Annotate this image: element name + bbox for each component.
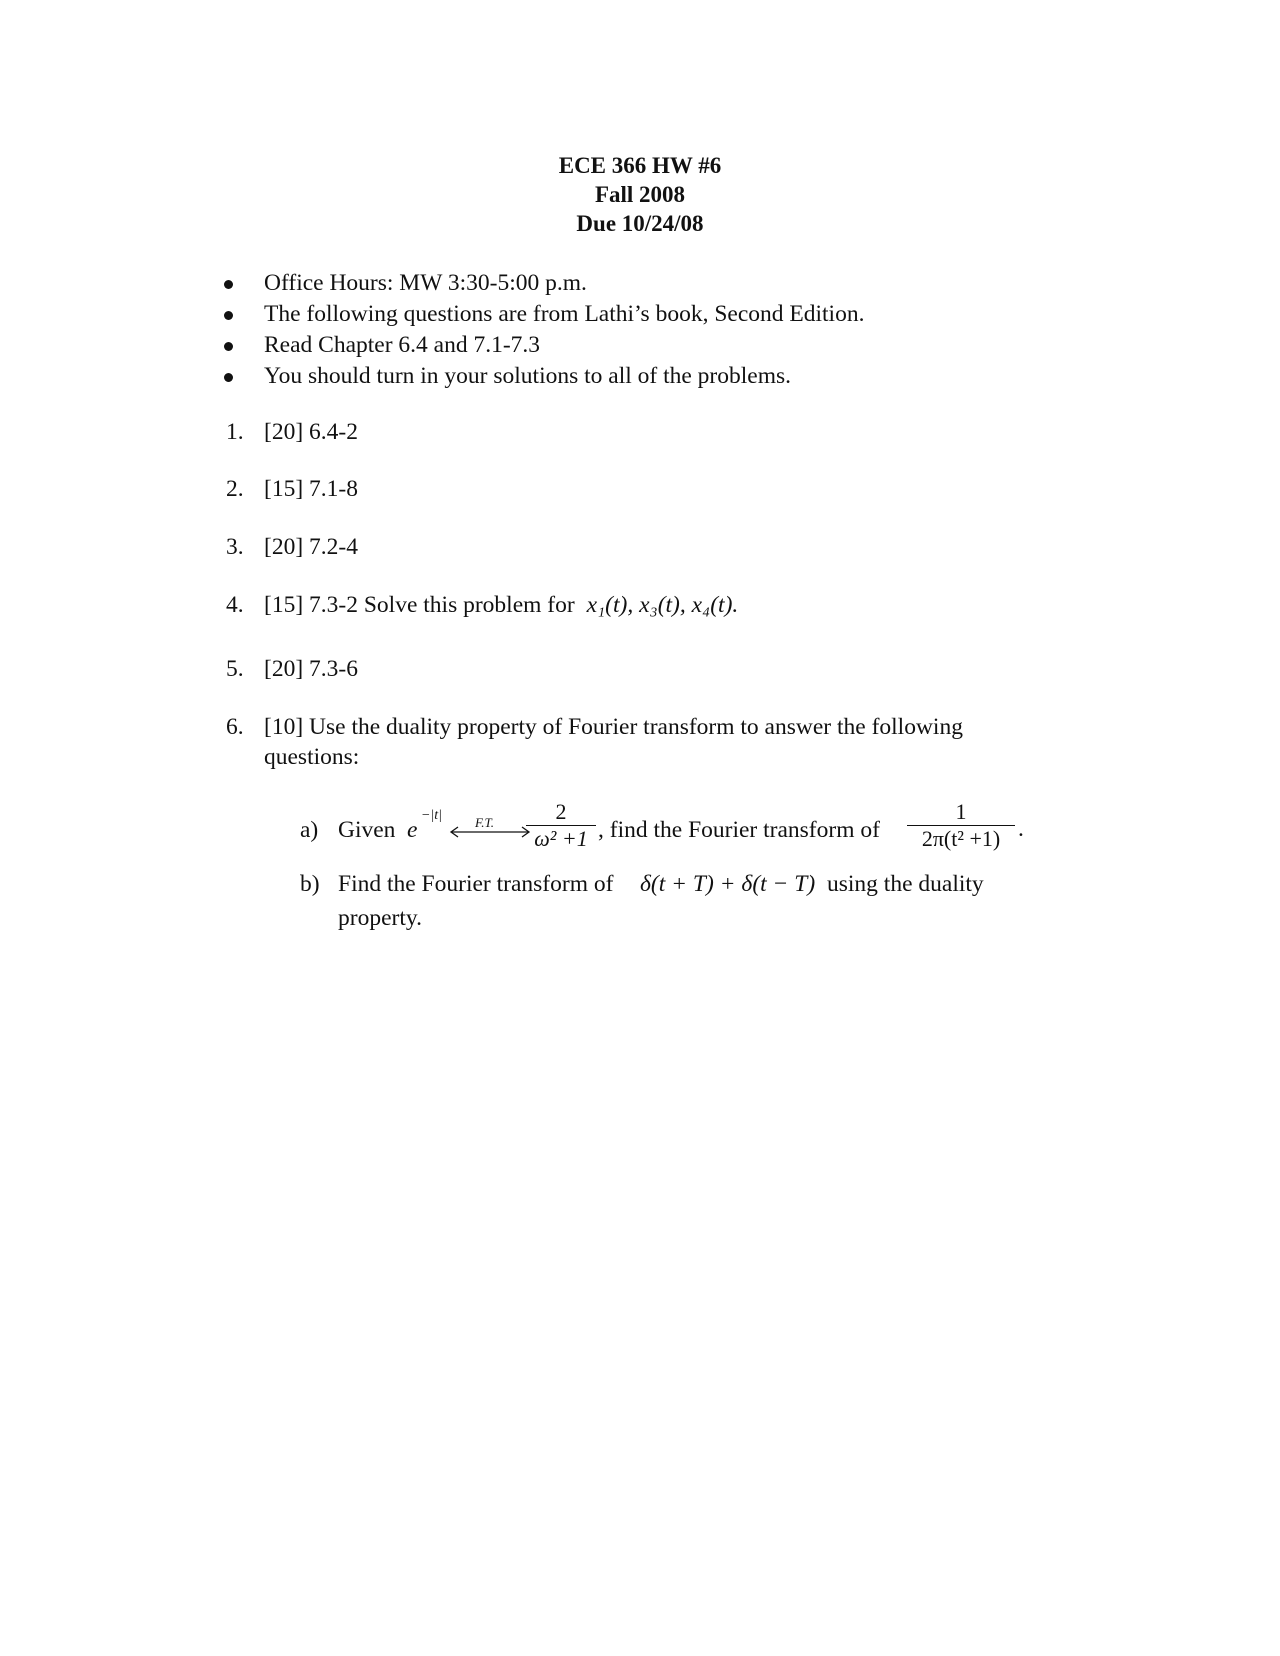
problem-text-main: [15] 7.3-2 Solve this problem for bbox=[264, 592, 575, 618]
problem-item bbox=[0, 474, 1280, 504]
bullet-text: The following questions are from Lathi’s book, Second Edition. bbox=[264, 301, 865, 327]
math-delta-sum: δ(t + T) + δ(t − T) bbox=[640, 871, 816, 897]
double-arrow-icon bbox=[449, 826, 531, 838]
subpart-a-text: , find the Fourier transform of bbox=[598, 817, 880, 843]
problem-number: 4. bbox=[226, 592, 244, 618]
fraction-1-over-2pi bbox=[907, 799, 1015, 852]
problem-item bbox=[0, 532, 1280, 562]
bullet-text: You should turn in your solutions to all of the problems. bbox=[264, 363, 792, 389]
fraction-denominator: ω² +1 bbox=[534, 826, 588, 851]
problem-number: 6. bbox=[226, 714, 244, 740]
bullet-text: Read Chapter 6.4 and 7.1-7.3 bbox=[264, 332, 541, 358]
problem-number: 3. bbox=[226, 534, 244, 560]
document-header bbox=[0, 151, 1280, 238]
problem-text: [15] 7.1-8 bbox=[264, 476, 358, 502]
problem-text: [20] 6.4-2 bbox=[264, 419, 358, 445]
problem-text: [20] 7.3-6 bbox=[264, 656, 358, 682]
fraction-numerator: 2 bbox=[555, 799, 567, 824]
bullet-icon bbox=[224, 280, 233, 289]
math-exponent: −|t| bbox=[421, 808, 443, 823]
problem-number: 5. bbox=[226, 656, 244, 682]
subpart-label: a) bbox=[300, 817, 319, 843]
problem-text-continuation: questions: bbox=[264, 744, 360, 770]
bullet-item bbox=[0, 330, 1280, 361]
fraction-2-over-omega bbox=[526, 799, 596, 852]
due-date: Due 10/24/08 bbox=[576, 211, 704, 236]
course-title: ECE 366 HW #6 bbox=[558, 153, 722, 178]
bullet-item bbox=[0, 268, 1280, 299]
bullet-item bbox=[0, 299, 1280, 330]
problem-item bbox=[0, 417, 1280, 447]
ft-arrow-label: F.T. bbox=[475, 815, 495, 830]
subpart-a-period: . bbox=[1018, 816, 1024, 842]
bullet-icon bbox=[224, 373, 233, 382]
problem-text: [10] Use the duality property of Fourier transform to answer the following bbox=[264, 714, 963, 740]
subpart-label: b) bbox=[300, 871, 320, 897]
bullet-item bbox=[0, 361, 1280, 392]
math-exp-base: e bbox=[407, 817, 418, 843]
subpart-b-text-cont: using the duality bbox=[827, 871, 984, 897]
problem-item bbox=[0, 654, 1280, 684]
problem-math-signals: x₁(t), x₃(t), x₄(t). bbox=[586, 592, 739, 618]
term-label: Fall 2008 bbox=[594, 182, 686, 207]
bullet-icon bbox=[224, 311, 233, 320]
problem-text: [20] 7.2-4 bbox=[264, 534, 358, 560]
info-bullet-list bbox=[0, 268, 1280, 392]
fraction-denominator: 2π(t² +1) bbox=[921, 826, 1001, 851]
problem-item bbox=[0, 590, 1280, 620]
subpart-b-text-end: property. bbox=[338, 905, 422, 931]
problem-number: 2. bbox=[226, 476, 244, 502]
subpart-b-text: Find the Fourier transform of bbox=[338, 871, 614, 897]
subpart-given: Given bbox=[338, 817, 396, 843]
bullet-text: Office Hours: MW 3:30-5:00 p.m. bbox=[264, 270, 587, 296]
problem-item bbox=[0, 712, 1280, 742]
bullet-icon bbox=[224, 342, 233, 351]
fraction-numerator: 1 bbox=[955, 799, 967, 824]
problem-number: 1. bbox=[226, 419, 244, 445]
problem-text bbox=[264, 590, 738, 620]
